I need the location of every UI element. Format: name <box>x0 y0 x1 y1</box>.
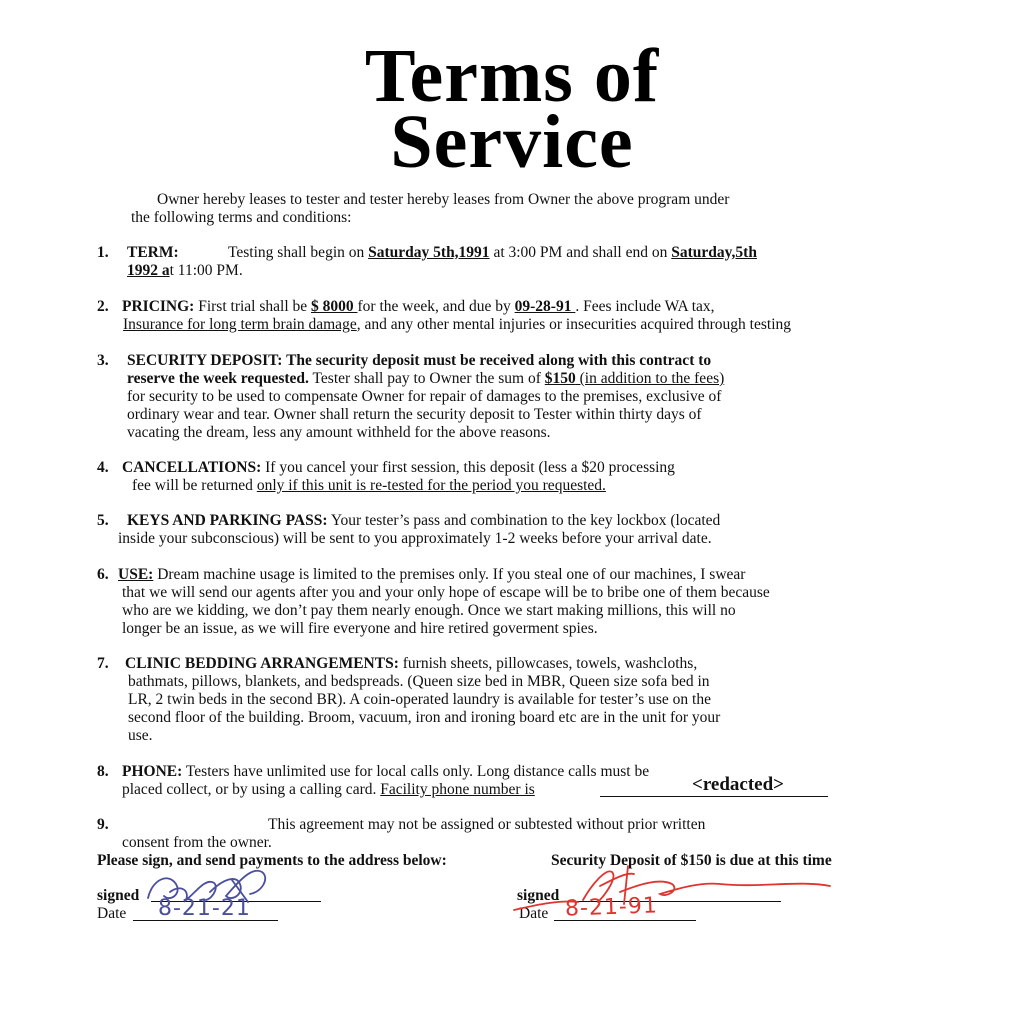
deposit-line-4: ordinary wear and tear. Owner shall return the security deposit to Tester within thirty days of <box>127 406 702 423</box>
clause-9-line-2: consent from the owner. <box>122 834 272 851</box>
phone-redacted: <redacted> <box>692 774 785 795</box>
pricing-amount: $ 8000 <box>311 298 358 315</box>
signed-label-right: signed <box>517 887 560 904</box>
bedding-line-4: second floor of the building. Broom, vacuum, iron and ironing board etc are in the unit for your <box>128 709 721 726</box>
bedding-line-1: CLINIC BEDDING ARRANGEMENTS: furnish sheets, pillowcases, towels, washcloths, <box>125 655 698 672</box>
date-value-left: 8-21-21 <box>158 896 251 921</box>
term-heading: TERM: <box>127 244 179 261</box>
date-label-left: Date <box>97 905 127 922</box>
intro-line-2: the following terms and conditions: <box>131 209 352 226</box>
phone-label: Facility phone number is <box>380 781 535 798</box>
document-title-line-1: Terms of <box>364 34 660 118</box>
term-number: 1. <box>97 244 109 261</box>
clause-9-number: 9. <box>97 816 109 833</box>
bedding-line-2: bathmats, pillows, blankets, and bedspreads. (Queen size bed in MBR, Queen size sofa bed in <box>128 673 710 690</box>
cancel-number: 4. <box>97 459 109 476</box>
pricing-heading: PRICING: <box>122 298 195 315</box>
bedding-number: 7. <box>97 655 109 672</box>
phone-heading: PHONE: <box>122 763 183 780</box>
use-heading: USE: <box>118 566 154 583</box>
intro-line-1: Owner hereby leases to tester and tester hereby leases from Owner the above program under <box>157 191 730 208</box>
use-number: 6. <box>97 566 109 583</box>
pricing-due-date: 09-28-91 <box>514 298 576 315</box>
keys-heading: KEYS AND PARKING PASS: <box>127 512 328 529</box>
deposit-line-1: SECURITY DEPOSIT: The security deposit must be received along with this contract to <box>127 352 712 369</box>
cancel-line-2: fee will be returned only if this unit is re-tested for the period you requested. <box>132 477 606 494</box>
keys-number: 5. <box>97 512 109 529</box>
date-value-right: 8-21-91 <box>564 893 659 922</box>
deposit-line-5: vacating the dream, less any amount withheld for the above reasons. <box>127 424 551 441</box>
date-label-right: Date <box>519 905 549 922</box>
bedding-line-5: use. <box>128 727 153 744</box>
signature-right-scribble <box>514 866 830 910</box>
footer-deposit-note: Security Deposit of $150 is due at this time <box>551 852 832 869</box>
phone-line-1: PHONE: Testers have unlimited use for local calls only. Long distance calls must be <box>122 763 650 780</box>
keys-line-1: KEYS AND PARKING PASS: Your tester’s pass and combination to the key lockbox (located <box>127 512 721 529</box>
term-line-2: 1992 at 11:00 PM. <box>127 262 243 279</box>
keys-line-2: inside your subconscious) will be sent to you approximately 1-2 weeks before your arrival date. <box>118 530 712 547</box>
footer-instruction: Please sign, and send payments to the address below: <box>97 852 447 869</box>
use-line-4: longer be an issue, as we will fire everyone and hire retired goverment spies. <box>122 620 598 637</box>
pricing-number: 2. <box>97 298 109 315</box>
phone-number: 8. <box>97 763 109 780</box>
clause-9-line-1: This agreement may not be assigned or subtested without prior written <box>268 816 706 833</box>
phone-underline <box>600 796 828 797</box>
deposit-line-2: reserve the week requested. Tester shall pay to Owner the sum of $150 (in addition to the fees) <box>127 370 725 387</box>
deposit-heading: SECURITY DEPOSIT: <box>127 352 283 369</box>
deposit-amount: $150 <box>544 370 576 387</box>
term-start-date: Saturday 5th,1991 <box>368 244 490 261</box>
cancel-heading: CANCELLATIONS: <box>122 459 262 476</box>
document-title-line-2: Service <box>390 100 634 184</box>
term-end-date: Saturday,5th <box>671 244 757 261</box>
term-line-1: Testing shall begin on Saturday 5th,1991 at 3:00 PM and shall end on Saturday,5th <box>228 244 757 261</box>
signed-label-left: signed <box>97 887 140 904</box>
pricing-line-1: PRICING: First trial shall be $ 8000 for the week, and due by 09-28-91 . Fees include WA tax, <box>122 298 715 315</box>
bedding-heading: CLINIC BEDDING ARRANGEMENTS: <box>125 655 399 672</box>
phone-line-2: placed collect, or by using a calling card. Facility phone number is <box>122 781 535 798</box>
deposit-number: 3. <box>97 352 109 369</box>
pricing-line-2: Insurance for long term brain damage, and any other mental injuries or insecurities acquired through testing <box>123 316 792 333</box>
use-line-1: USE: Dream machine usage is limited to the premises only. If you steal one of our machines, I swear <box>118 566 746 583</box>
cancel-line-1: CANCELLATIONS: If you cancel your first session, this deposit (less a $20 processing <box>122 459 675 476</box>
deposit-line-3: for security to be used to compensate Owner for repair of damages to the premises, exclusive of <box>127 388 722 405</box>
use-line-2: that we will send our agents after you and your only hope of escape will be to bribe one of them because <box>122 584 770 601</box>
use-line-3: who are we kidding, we don’t pay them nearly enough. Once we start making millions, this will no <box>122 602 736 619</box>
bedding-line-3: LR, 2 twin beds in the second BR). A coin-operated laundry is available for tester’s use on the <box>128 691 711 708</box>
